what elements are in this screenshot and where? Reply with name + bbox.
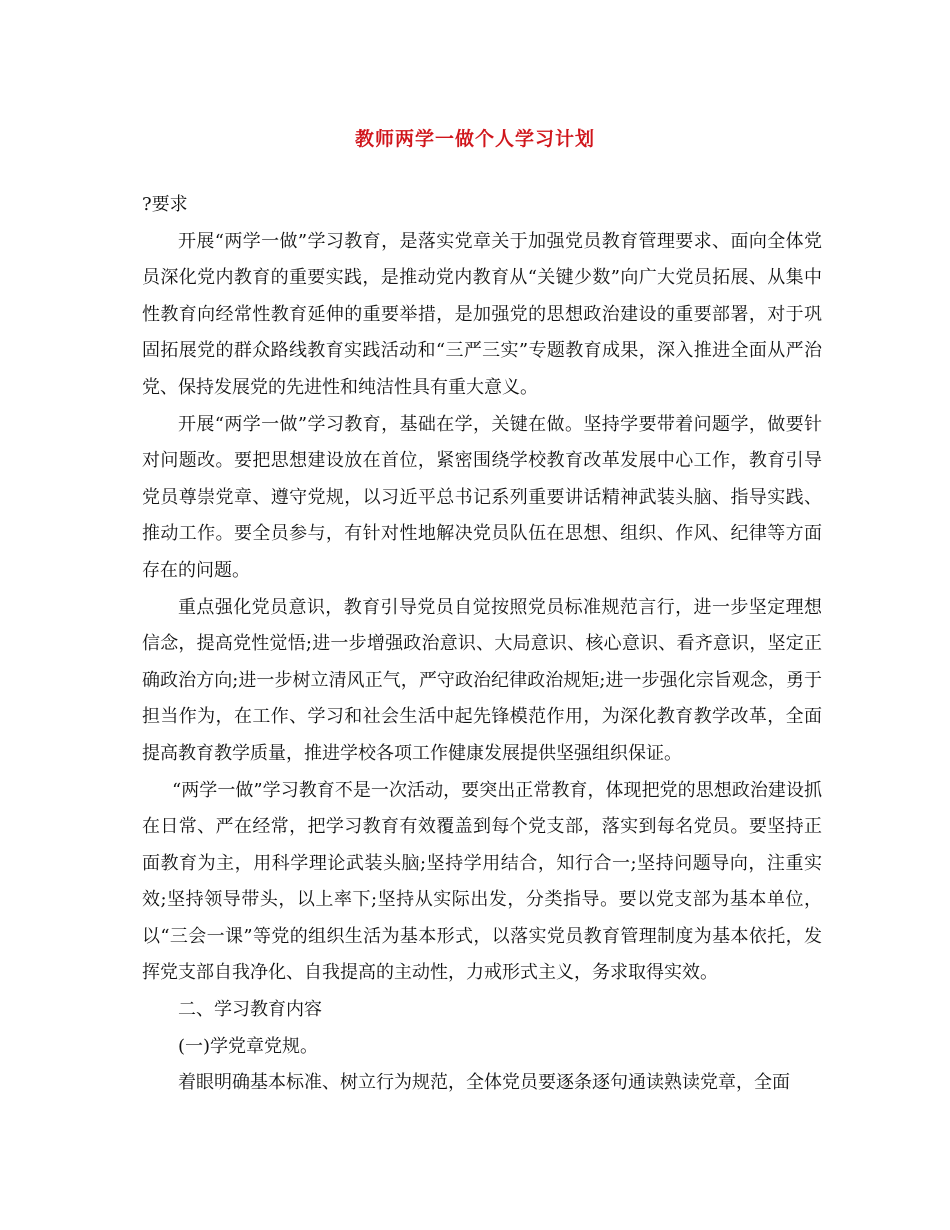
paragraph-significance: 开展“两学一做”学习教育，是落实党章关于加强党员教育管理要求、面向全体党员深化党内教育的重要实践，是推动党内教育从“关键少数”向广大党员拓展、从集中性教育向经常性教育延伸的重要举措，是加强党的思想政治建设的重要部署，对于巩固拓展党的群众路线教育实践活动和“三严三实”专题教育成果，深入推进全面从严治党、保持发展党的先进性和纯洁性具有重大意义。	[142, 230, 822, 398]
paragraph-requirement: ?要求	[142, 194, 188, 215]
paragraph-foundation: 开展“两学一做”学习教育，基础在学，关键在做。坚持学要带着问题学，做要针对问题改。要把思想建设放在首位，紧密围绕学校教育改革发展中心工作，教育引导党员尊崇党章、遵守党规，以习近平总书记系列重要讲话精神武装头脑、指导实践、推动工作。要全员参与，有针对性地解决党员队伍在思想、组织、作风、纪律等方面存在的问题。	[142, 413, 822, 581]
section-heading-content: 二、学习教育内容	[178, 999, 322, 1021]
paragraph-party-awareness: 重点强化党员意识，教育引导党员自觉按照党员标准规范言行，进一步坚定理想信念，提高党性觉悟;进一步增强政治意识、大局意识、核心意识、看齐意识，坚定正确政治方向;进一步树立清风正气，严守政治纪律政治规矩;进一步强化宗旨观念，勇于担当作为，在工作、学习和社会生活中起先锋模范作用，为深化教育教学改革，全面提高教育教学质量，推进学校各项工作健康发展提供坚强组织保证。	[142, 596, 822, 764]
document-title: 教师两学一做个人学习计划	[354, 128, 595, 150]
paragraph-party-rules-study: 着眼明确基本标准、树立行为规范，全体党员要逐条逐句通读熟读党章，全面	[178, 1072, 790, 1094]
paragraph-regular-education: “两学一做”学习教育不是一次活动，要突出正常教育，体现把党的思想政治建设抓在日常、严在经常，把学习教育有效覆盖到每个党支部，落实到每名党员。要坚持正面教育为主，用科学理论武装头脑;坚持学用结合，知行合一;坚持问题导向，注重实效;坚持领导带头，以上率下;坚持从实际出发，分类指导。要以党支部为基本单位，以“三会一课”等党的组织生活为基本形式，以落实党员教育管理制度为基本依托，发挥党支部自我净化、自我提高的主动性，力戒形式主义，务求取得实效。	[142, 779, 822, 984]
document-body	[142, 187, 822, 1102]
subsection-heading-party-rules: (一)学党章党规。	[178, 1035, 319, 1057]
